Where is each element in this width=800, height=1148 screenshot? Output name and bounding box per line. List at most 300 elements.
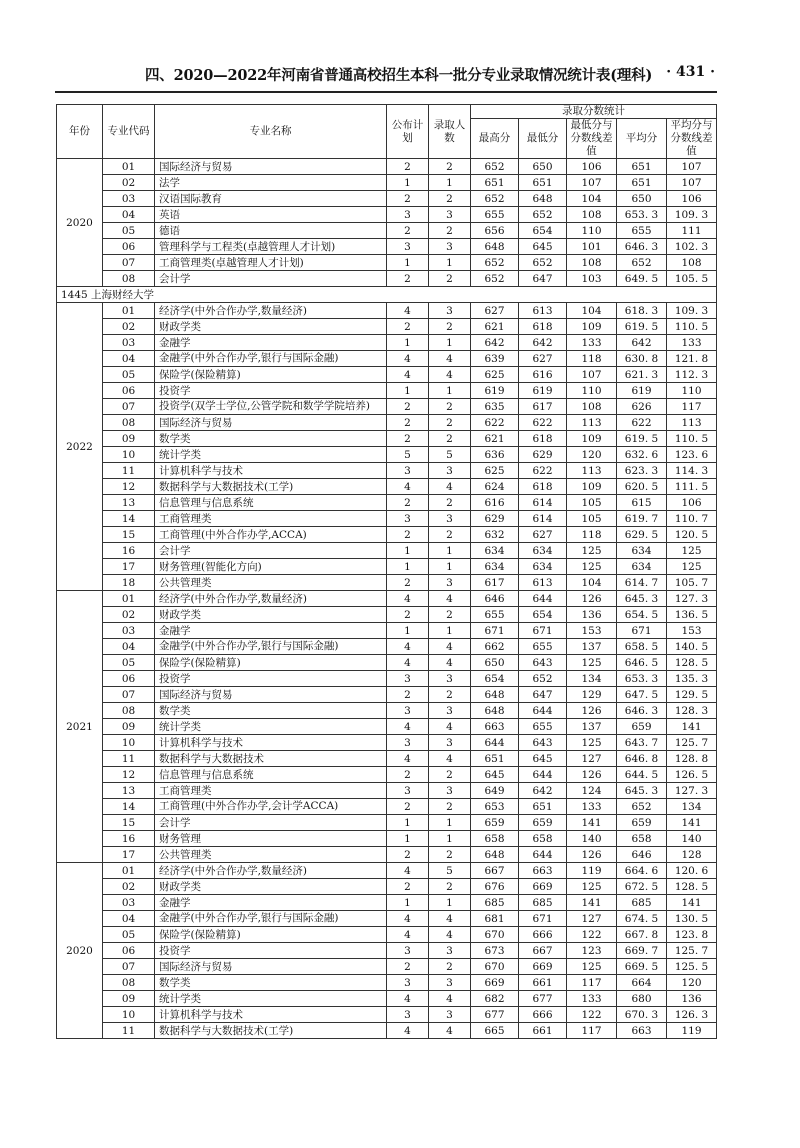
cell-name: 投资学(双学士学位,公管学院和数学学院培养) <box>155 399 387 415</box>
cell-min: 677 <box>519 991 567 1007</box>
table-row <box>57 975 717 991</box>
cell-avg: 642 <box>617 335 667 351</box>
cell-min-diff: 122 <box>567 927 617 943</box>
cell-avg-diff: 128. 8 <box>667 751 717 767</box>
cell-admitted: 4 <box>429 991 471 1007</box>
cell-name: 信息管理与信息系统 <box>155 495 387 511</box>
cell-avg: 634 <box>617 543 667 559</box>
cell-avg-diff: 128. 5 <box>667 655 717 671</box>
cell-min: 654 <box>519 223 567 239</box>
cell-avg-diff: 141 <box>667 895 717 911</box>
cell-max: 648 <box>471 239 519 255</box>
cell-avg-diff: 140 <box>667 831 717 847</box>
cell-avg: 645. 3 <box>617 783 667 799</box>
cell-admitted: 4 <box>429 639 471 655</box>
cell-name: 公共管理类 <box>155 575 387 591</box>
cell-min: 644 <box>519 703 567 719</box>
cell-code: 16 <box>103 543 155 559</box>
cell-avg: 626 <box>617 399 667 415</box>
cell-admitted: 1 <box>429 335 471 351</box>
cell-min-diff: 118 <box>567 351 617 367</box>
cell-code: 15 <box>103 527 155 543</box>
cell-avg-diff: 110. 5 <box>667 319 717 335</box>
cell-avg-diff: 136. 5 <box>667 607 717 623</box>
cell-avg-diff: 125 <box>667 559 717 575</box>
cell-code: 17 <box>103 559 155 575</box>
cell-name: 数据科学与大数据技术(工学) <box>155 1023 387 1039</box>
cell-name: 数据科学与大数据技术(工学) <box>155 479 387 495</box>
cell-avg: 618. 3 <box>617 303 667 319</box>
cell-name: 经济学(中外合作办学,数量经济) <box>155 591 387 607</box>
page-title: 四、2020—2022年河南省普通高校招生本科一批分专业录取情况统计表(理科) <box>145 67 653 84</box>
cell-max: 670 <box>471 927 519 943</box>
cell-plan: 2 <box>387 959 429 975</box>
cell-min-diff: 125 <box>567 655 617 671</box>
cell-avg-diff: 127. 3 <box>667 783 717 799</box>
cell-plan: 3 <box>387 735 429 751</box>
cell-plan: 3 <box>387 463 429 479</box>
cell-min-diff: 120 <box>567 447 617 463</box>
cell-name: 会计学 <box>155 543 387 559</box>
cell-min: 618 <box>519 479 567 495</box>
cell-admitted: 4 <box>429 751 471 767</box>
cell-max: 659 <box>471 815 519 831</box>
cell-name: 经济学(中外合作办学,数量经济) <box>155 863 387 879</box>
table-row <box>57 895 717 911</box>
cell-admitted: 2 <box>429 223 471 239</box>
cell-plan: 4 <box>387 911 429 927</box>
cell-plan: 2 <box>387 607 429 623</box>
cell-plan: 3 <box>387 207 429 223</box>
cell-min-diff: 107 <box>567 175 617 191</box>
cell-min: 658 <box>519 831 567 847</box>
cell-plan: 4 <box>387 991 429 1007</box>
cell-avg-diff: 125. 7 <box>667 943 717 959</box>
cell-min: 644 <box>519 847 567 863</box>
cell-avg-diff: 128. 5 <box>667 879 717 895</box>
cell-name: 数学类 <box>155 431 387 447</box>
cell-min: 613 <box>519 303 567 319</box>
cell-min-diff: 126 <box>567 767 617 783</box>
cell-min: 669 <box>519 959 567 975</box>
cell-name: 汉语国际教育 <box>155 191 387 207</box>
cell-min-diff: 134 <box>567 671 617 687</box>
cell-min-diff: 140 <box>567 831 617 847</box>
cell-name: 财政学类 <box>155 607 387 623</box>
cell-code: 01 <box>103 863 155 879</box>
cell-max: 671 <box>471 623 519 639</box>
cell-name: 金融学 <box>155 895 387 911</box>
cell-avg-diff: 117 <box>667 399 717 415</box>
cell-min-diff: 126 <box>567 703 617 719</box>
cell-plan: 2 <box>387 495 429 511</box>
cell-plan: 3 <box>387 975 429 991</box>
cell-min-diff: 117 <box>567 1023 617 1039</box>
cell-code: 03 <box>103 191 155 207</box>
cell-admitted: 3 <box>429 303 471 319</box>
cell-avg: 654. 5 <box>617 607 667 623</box>
cell-min: 618 <box>519 431 567 447</box>
cell-name: 计算机科学与技术 <box>155 1007 387 1023</box>
cell-name: 投资学 <box>155 383 387 399</box>
cell-code: 13 <box>103 495 155 511</box>
cell-min: 622 <box>519 415 567 431</box>
cell-admitted: 2 <box>429 799 471 815</box>
table-row <box>57 527 717 543</box>
cell-avg: 652 <box>617 799 667 815</box>
cell-avg-diff: 125. 7 <box>667 735 717 751</box>
cell-avg-diff: 136 <box>667 991 717 1007</box>
cell-max: 652 <box>471 159 519 175</box>
cell-avg-diff: 107 <box>667 175 717 191</box>
header-year: 年份 <box>57 105 103 159</box>
cell-max: 653 <box>471 799 519 815</box>
cell-admitted: 4 <box>429 655 471 671</box>
cell-max: 682 <box>471 991 519 1007</box>
cell-min: 644 <box>519 591 567 607</box>
cell-plan: 1 <box>387 175 429 191</box>
cell-min-diff: 153 <box>567 623 617 639</box>
cell-admitted: 3 <box>429 735 471 751</box>
table-row <box>57 1023 717 1039</box>
cell-min: 629 <box>519 447 567 463</box>
cell-min: 651 <box>519 799 567 815</box>
cell-min: 650 <box>519 159 567 175</box>
cell-plan: 4 <box>387 655 429 671</box>
cell-admitted: 5 <box>429 447 471 463</box>
cell-max: 649 <box>471 783 519 799</box>
cell-avg-diff: 107 <box>667 159 717 175</box>
cell-avg-diff: 153 <box>667 623 717 639</box>
cell-avg: 647. 5 <box>617 687 667 703</box>
cell-code: 17 <box>103 847 155 863</box>
cell-avg-diff: 106 <box>667 191 717 207</box>
cell-avg-diff: 123. 6 <box>667 447 717 463</box>
cell-min-diff: 104 <box>567 303 617 319</box>
cell-code: 12 <box>103 479 155 495</box>
cell-max: 670 <box>471 959 519 975</box>
table-row <box>57 319 717 335</box>
cell-code: 03 <box>103 895 155 911</box>
cell-admitted: 4 <box>429 1023 471 1039</box>
cell-code: 06 <box>103 671 155 687</box>
cell-name: 财务管理 <box>155 831 387 847</box>
table-header <box>57 105 717 159</box>
table-row <box>57 863 717 879</box>
header-max: 最高分 <box>471 119 519 159</box>
cell-name: 财务管理(智能化方向) <box>155 559 387 575</box>
cell-min-diff: 119 <box>567 863 617 879</box>
cell-min-diff: 105 <box>567 511 617 527</box>
cell-plan: 3 <box>387 511 429 527</box>
cell-avg: 651 <box>617 175 667 191</box>
cell-name: 数据科学与大数据技术 <box>155 751 387 767</box>
cell-min: 652 <box>519 207 567 223</box>
cell-min-diff: 113 <box>567 463 617 479</box>
cell-min-diff: 126 <box>567 847 617 863</box>
cell-avg: 614. 7 <box>617 575 667 591</box>
cell-min: 654 <box>519 607 567 623</box>
cell-avg: 669. 7 <box>617 943 667 959</box>
cell-name: 信息管理与信息系统 <box>155 767 387 783</box>
cell-avg: 663 <box>617 1023 667 1039</box>
cell-plan: 2 <box>387 799 429 815</box>
cell-code: 09 <box>103 991 155 1007</box>
cell-min: 643 <box>519 655 567 671</box>
cell-name: 统计学类 <box>155 447 387 463</box>
cell-min: 614 <box>519 495 567 511</box>
cell-avg-diff: 106 <box>667 495 717 511</box>
cell-avg: 623. 3 <box>617 463 667 479</box>
cell-code: 04 <box>103 639 155 655</box>
cell-code: 13 <box>103 783 155 799</box>
cell-avg-diff: 119 <box>667 1023 717 1039</box>
cell-max: 639 <box>471 351 519 367</box>
cell-code: 05 <box>103 927 155 943</box>
cell-avg-diff: 113 <box>667 415 717 431</box>
table-row <box>57 703 717 719</box>
table-row <box>57 223 717 239</box>
cell-avg-diff: 102. 3 <box>667 239 717 255</box>
cell-plan: 4 <box>387 639 429 655</box>
cell-name: 工商管理(中外合作办学,会计学ACCA) <box>155 799 387 815</box>
cell-code: 06 <box>103 239 155 255</box>
cell-min: 627 <box>519 527 567 543</box>
cell-admitted: 1 <box>429 831 471 847</box>
cell-plan: 4 <box>387 303 429 319</box>
cell-max: 655 <box>471 607 519 623</box>
cell-avg-diff: 110. 7 <box>667 511 717 527</box>
cell-min-diff: 133 <box>567 335 617 351</box>
header-min: 最低分 <box>519 119 567 159</box>
cell-plan: 2 <box>387 191 429 207</box>
cell-min: 669 <box>519 879 567 895</box>
cell-max: 619 <box>471 383 519 399</box>
cell-plan: 3 <box>387 239 429 255</box>
table-row <box>57 1007 717 1023</box>
table-row <box>57 687 717 703</box>
table-row <box>57 463 717 479</box>
cell-avg: 669. 5 <box>617 959 667 975</box>
cell-max: 652 <box>471 255 519 271</box>
cell-admitted: 4 <box>429 479 471 495</box>
table-row <box>57 543 717 559</box>
cell-avg-diff: 105. 7 <box>667 575 717 591</box>
cell-name: 财政学类 <box>155 879 387 895</box>
cell-min-diff: 137 <box>567 719 617 735</box>
cell-name: 金融学 <box>155 623 387 639</box>
cell-max: 644 <box>471 735 519 751</box>
table-row <box>57 431 717 447</box>
cell-min: 642 <box>519 335 567 351</box>
cell-min: 619 <box>519 383 567 399</box>
cell-min-diff: 117 <box>567 975 617 991</box>
cell-admitted: 2 <box>429 319 471 335</box>
table-row <box>57 735 717 751</box>
cell-avg: 650 <box>617 191 667 207</box>
table-row <box>57 783 717 799</box>
cell-plan: 5 <box>387 447 429 463</box>
table-row <box>57 911 717 927</box>
cell-avg-diff: 120 <box>667 975 717 991</box>
cell-admitted: 1 <box>429 895 471 911</box>
year-cell: 2022 <box>57 303 103 591</box>
cell-plan: 2 <box>387 271 429 287</box>
cell-admitted: 1 <box>429 383 471 399</box>
cell-min: 661 <box>519 1023 567 1039</box>
cell-max: 685 <box>471 895 519 911</box>
cell-avg-diff: 109. 3 <box>667 207 717 223</box>
cell-min-diff: 141 <box>567 815 617 831</box>
cell-max: 642 <box>471 335 519 351</box>
cell-plan: 4 <box>387 1023 429 1039</box>
cell-min: 663 <box>519 863 567 879</box>
cell-max: 655 <box>471 207 519 223</box>
cell-plan: 2 <box>387 767 429 783</box>
cell-name: 工商管理类 <box>155 783 387 799</box>
cell-avg: 685 <box>617 895 667 911</box>
cell-plan: 4 <box>387 719 429 735</box>
cell-max: 625 <box>471 463 519 479</box>
page-number: · 431 · <box>666 64 715 80</box>
cell-avg: 646 <box>617 847 667 863</box>
cell-avg-diff: 125 <box>667 543 717 559</box>
cell-max: 621 <box>471 319 519 335</box>
cell-admitted: 2 <box>429 607 471 623</box>
cell-max: 648 <box>471 847 519 863</box>
cell-name: 保险学(保险精算) <box>155 927 387 943</box>
cell-code: 08 <box>103 271 155 287</box>
cell-code: 02 <box>103 879 155 895</box>
cell-code: 04 <box>103 351 155 367</box>
table-row <box>57 639 717 655</box>
cell-admitted: 3 <box>429 1007 471 1023</box>
cell-plan: 2 <box>387 431 429 447</box>
cell-avg-diff: 134 <box>667 799 717 815</box>
cell-max: 652 <box>471 191 519 207</box>
cell-min-diff: 125 <box>567 879 617 895</box>
cell-name: 计算机科学与技术 <box>155 735 387 751</box>
cell-avg: 615 <box>617 495 667 511</box>
table-row <box>57 943 717 959</box>
cell-name: 保险学(保险精算) <box>155 367 387 383</box>
cell-avg: 664. 6 <box>617 863 667 879</box>
cell-avg: 630. 8 <box>617 351 667 367</box>
cell-avg-diff: 110 <box>667 383 717 399</box>
cell-avg: 619. 5 <box>617 431 667 447</box>
cell-min: 666 <box>519 1007 567 1023</box>
cell-name: 金融学(中外合作办学,银行与国际金融) <box>155 911 387 927</box>
cell-min-diff: 129 <box>567 687 617 703</box>
cell-code: 08 <box>103 703 155 719</box>
cell-min-diff: 107 <box>567 367 617 383</box>
cell-max: 650 <box>471 655 519 671</box>
cell-min-diff: 127 <box>567 911 617 927</box>
cell-plan: 4 <box>387 591 429 607</box>
cell-min-diff: 125 <box>567 735 617 751</box>
table-row <box>57 607 717 623</box>
cell-avg: 634 <box>617 559 667 575</box>
cell-min-diff: 133 <box>567 799 617 815</box>
cell-min-diff: 141 <box>567 895 617 911</box>
cell-admitted: 2 <box>429 415 471 431</box>
cell-min-diff: 127 <box>567 751 617 767</box>
cell-admitted: 3 <box>429 511 471 527</box>
cell-admitted: 2 <box>429 847 471 863</box>
cell-avg-diff: 114. 3 <box>667 463 717 479</box>
cell-name: 工商管理类 <box>155 511 387 527</box>
table-row <box>57 959 717 975</box>
cell-min-diff: 122 <box>567 1007 617 1023</box>
cell-min: 655 <box>519 719 567 735</box>
cell-name: 数学类 <box>155 703 387 719</box>
cell-admitted: 4 <box>429 367 471 383</box>
cell-max: 651 <box>471 175 519 191</box>
table-row <box>57 655 717 671</box>
cell-name: 会计学 <box>155 271 387 287</box>
cell-max: 663 <box>471 719 519 735</box>
cell-avg-diff: 128. 3 <box>667 703 717 719</box>
cell-admitted: 3 <box>429 783 471 799</box>
table-row <box>57 719 717 735</box>
cell-avg-diff: 105. 5 <box>667 271 717 287</box>
cell-avg: 619. 7 <box>617 511 667 527</box>
cell-max: 616 <box>471 495 519 511</box>
cell-avg: 655 <box>617 223 667 239</box>
cell-name: 保险学(保险精算) <box>155 655 387 671</box>
cell-min-diff: 124 <box>567 783 617 799</box>
cell-code: 07 <box>103 399 155 415</box>
cell-code: 10 <box>103 447 155 463</box>
cell-max: 635 <box>471 399 519 415</box>
cell-min: 617 <box>519 399 567 415</box>
cell-plan: 3 <box>387 671 429 687</box>
cell-avg: 619. 5 <box>617 319 667 335</box>
cell-max: 625 <box>471 367 519 383</box>
school-row <box>57 287 717 303</box>
cell-avg-diff: 111 <box>667 223 717 239</box>
cell-admitted: 4 <box>429 719 471 735</box>
cell-avg-diff: 109. 3 <box>667 303 717 319</box>
cell-avg-diff: 135. 3 <box>667 671 717 687</box>
cell-avg: 659 <box>617 815 667 831</box>
cell-min: 652 <box>519 255 567 271</box>
cell-name: 数学类 <box>155 975 387 991</box>
cell-plan: 4 <box>387 927 429 943</box>
year-cell: 2020 <box>57 159 103 287</box>
table-row <box>57 511 717 527</box>
cell-avg: 667. 8 <box>617 927 667 943</box>
cell-name: 金融学(中外合作办学,银行与国际金融) <box>155 639 387 655</box>
table-row <box>57 303 717 319</box>
cell-name: 金融学 <box>155 335 387 351</box>
cell-min-diff: 109 <box>567 479 617 495</box>
cell-plan: 4 <box>387 479 429 495</box>
cell-code: 18 <box>103 575 155 591</box>
cell-avg-diff: 108 <box>667 255 717 271</box>
cell-max: 634 <box>471 559 519 575</box>
cell-max: 645 <box>471 767 519 783</box>
table-row <box>57 495 717 511</box>
cell-min-diff: 109 <box>567 431 617 447</box>
cell-avg-diff: 126. 3 <box>667 1007 717 1023</box>
cell-admitted: 2 <box>429 879 471 895</box>
cell-avg-diff: 112. 3 <box>667 367 717 383</box>
cell-admitted: 2 <box>429 767 471 783</box>
cell-plan: 1 <box>387 543 429 559</box>
cell-max: 677 <box>471 1007 519 1023</box>
cell-name: 投资学 <box>155 671 387 687</box>
